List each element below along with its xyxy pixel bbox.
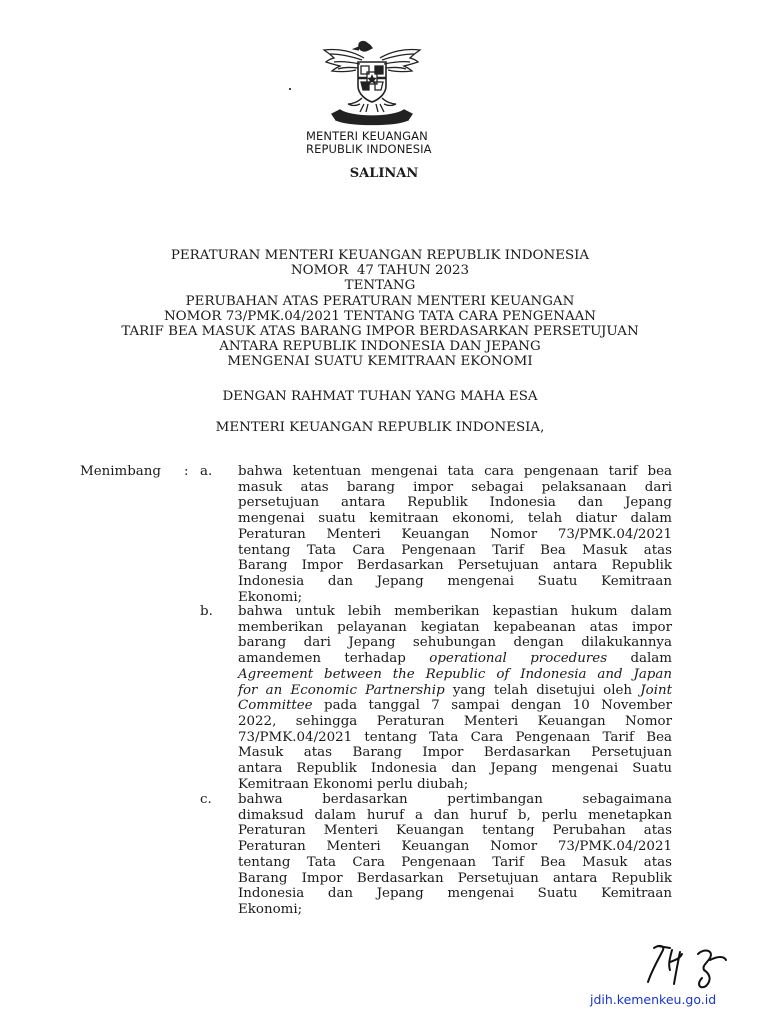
title-line: MENGENAI SUATU KEMITRAAN EKONOMI <box>227 354 533 370</box>
menteri-line: MENTERI KEUANGAN REPUBLIK INDONESIA, <box>215 420 545 435</box>
signature-initials-icon <box>640 940 750 990</box>
speck-mark <box>289 88 291 90</box>
item-line: antara Republik Indonesia dan Jepang mengenai Suatu <box>238 761 672 777</box>
item-line: bahwa ketentuan mengenai tata cara pengenaan tarif bea <box>238 464 672 479</box>
ministry-line-1: MENTERI KEUANGAN <box>306 129 428 143</box>
item-text <box>238 464 672 605</box>
item-line: Barang Impor Berdasarkan Persetujuan antara Republik <box>238 558 672 574</box>
item-line: Agreement between the Republic of Indonesia and Japan <box>238 666 672 682</box>
italic-phrase: Joint <box>640 682 672 698</box>
item-line: Ekonomi; <box>238 901 303 917</box>
title-line: TARIF BEA MASUK ATAS BARANG IMPOR BERDASARKAN PERSETUJUAN <box>121 324 639 340</box>
item-line: Masuk atas Barang Impor Berdasarkan Persetujuan <box>238 745 672 761</box>
menimbang-colon: : <box>184 464 189 479</box>
item-line: mengenai suatu kemitraan ekonomi, telah diatur dalam <box>238 511 672 527</box>
item-line: Committee pada tanggal 7 sampai dengan 10 November <box>238 698 672 714</box>
item-line: bahwa untuk lebih memberikan kepastian hukum dalam <box>238 604 672 619</box>
item-line: 73/PMK.04/2021 tentang Tata Cara Pengenaan Tarif Bea <box>238 729 672 745</box>
italic-phrase: Committee <box>238 698 313 714</box>
item-line: masuk atas barang impor sebagai pelaksanaan dari <box>238 479 672 495</box>
title-line: PERATURAN MENTERI KEUANGAN REPUBLIK INDONESIA <box>170 248 590 263</box>
title-line: TENTANG <box>344 278 416 294</box>
rahmat-line: DENGAN RAHMAT TUHAN YANG MAHA ESA <box>222 389 538 404</box>
item-line: Ekonomi; <box>238 589 303 605</box>
italic-phrase: operational procedures <box>429 651 608 667</box>
item-line: 2022, sehingga Peraturan Menteri Keuangan Nomor <box>238 713 672 729</box>
item-line: tentang Tata Cara Pengenaan Tarif Bea Masuk atas <box>238 854 672 870</box>
item-line: Peraturan Menteri Keuangan Nomor 73/PMK.04/2021 <box>238 526 672 542</box>
item-line: Kemitraan Ekonomi perlu diubah; <box>238 776 469 792</box>
item-line: tentang Tata Cara Pengenaan Tarif Bea Masuk atas <box>238 542 672 558</box>
item-line: Indonesia dan Jepang mengenai Suatu Kemitraan <box>238 573 672 589</box>
item-line: barang dari Jepang sehubungan dengan dilakukannya <box>238 635 672 651</box>
salinan-label: SALINAN <box>349 166 419 181</box>
item-line: amandemen terhadap operational procedures dalam <box>238 651 672 667</box>
item-line: Barang Impor Berdasarkan Persetujuan antara Republik <box>238 870 672 886</box>
item-line: Peraturan Menteri Keuangan tentang Perubahan atas <box>238 823 672 839</box>
item-line: dimaksud dalam huruf a dan huruf b, perlu menetapkan <box>238 807 672 823</box>
footer-url: jdih.kemenkeu.go.id <box>590 992 717 1007</box>
item-letter: a. <box>200 464 213 479</box>
garuda-emblem-icon <box>318 38 426 126</box>
title-line: ANTARA REPUBLIK INDONESIA DAN JEPANG <box>219 339 541 355</box>
menimbang-label: Menimbang <box>80 464 161 479</box>
item-letter: c. <box>200 792 212 807</box>
title-line: PERUBAHAN ATAS PERATURAN MENTERI KEUANGAN <box>185 293 575 309</box>
ministry-line-2: REPUBLIK INDONESIA <box>306 142 432 156</box>
regulation-title <box>60 248 700 370</box>
italic-phrase: for an Economic Partnership <box>238 682 445 698</box>
title-line: NOMOR 47 TAHUN 2023 <box>290 263 470 279</box>
item-letter: b. <box>200 604 213 619</box>
item-text <box>238 792 672 918</box>
item-text <box>238 604 672 792</box>
title-line: NOMOR 73/PMK.04/2021 TENTANG TATA CARA PENGENAAN <box>163 308 597 324</box>
item-line: for an Economic Partnership yang telah disetujui oleh Joint <box>238 682 672 698</box>
item-line: Peraturan Menteri Keuangan Nomor 73/PMK.04/2021 <box>238 839 672 855</box>
item-line: persetujuan antara Republik Indonesia dan Jepang <box>238 495 672 511</box>
item-line: bahwa berdasarkan pertimbangan sebagaimana <box>238 792 672 807</box>
ministry-header <box>306 130 432 156</box>
item-line: memberikan pelayanan kegiatan kepabeanan atas impor <box>238 619 672 635</box>
item-line: Indonesia dan Jepang mengenai Suatu Kemitraan <box>238 886 672 902</box>
